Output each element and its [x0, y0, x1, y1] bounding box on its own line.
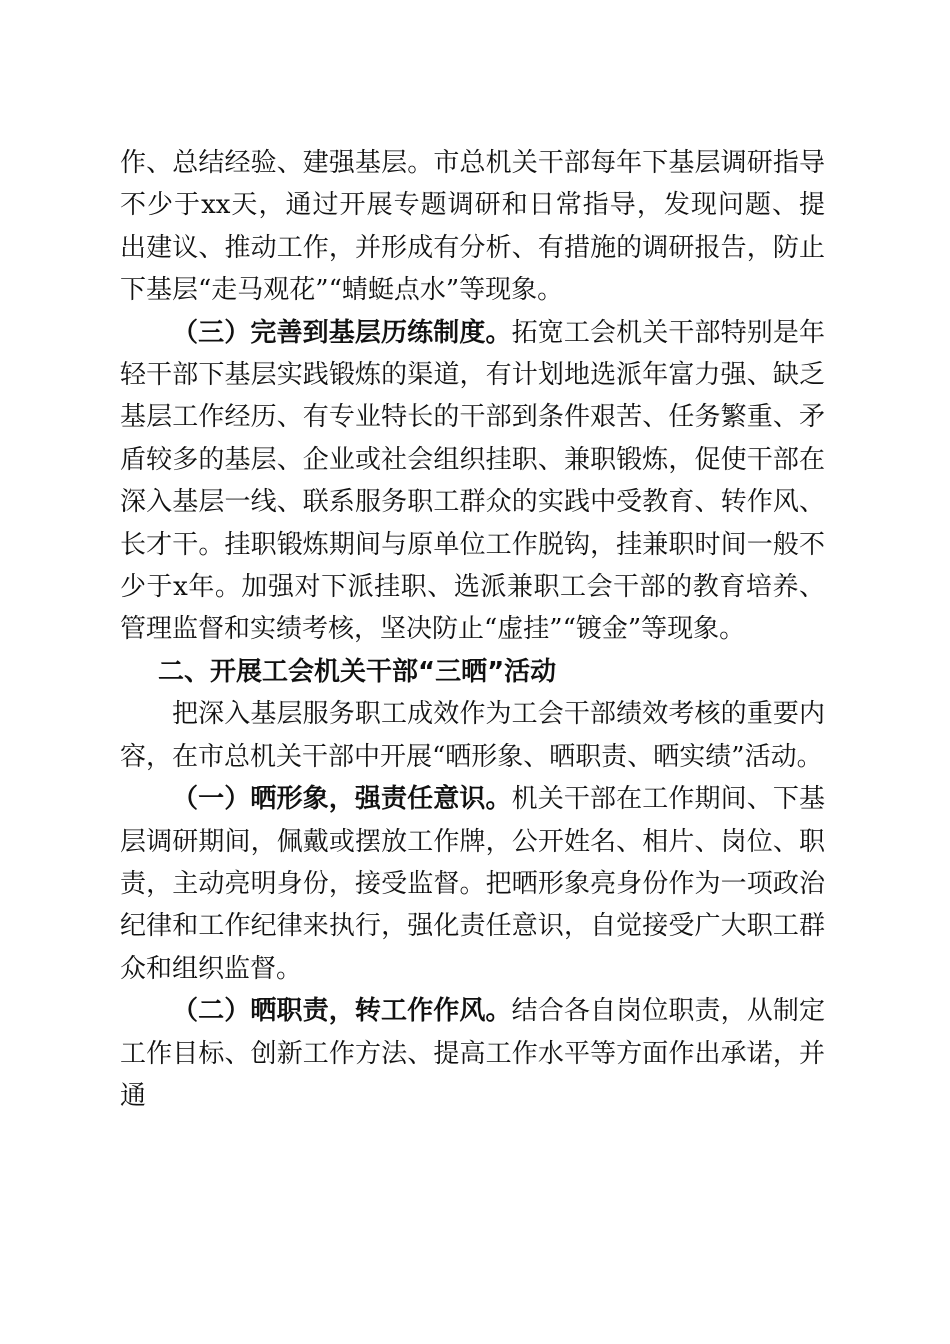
paragraph-three-shows-intro [120, 693, 825, 778]
paragraph-text: 把深入基层服务职工成效作为工会干部绩效考核的重要内容，在市总机关干部中开展“晒形象、晒职责、晒实绩”活动。 [120, 699, 825, 772]
paragraph-research-guidance [120, 142, 825, 312]
paragraph-text: 拓宽工会机关干部特别是年轻干部下基层实践锻炼的渠道，有计划地选派年富力强、缺乏基层工作经历、有专业特长的干部到条件艰苦、任务繁重、矛盾较多的基层、企业或社会组织挂职、兼职锻炼，促使干部在深入基层一线、联系服务职工群众的实践中受教育、转作风、长才干。挂职锻炼期间与原单位工作脱钩，挂兼职时间一般不少于x年。加强对下派挂职、选派兼职工会干部的教育培养、管理监督和实绩考核，坚决防止“虚挂”“镀金”等现象。 [120, 317, 825, 645]
paragraph-show-image [120, 778, 825, 990]
paragraph-text: 机关干部在工作期间、下基层调研期间，佩戴或摆放工作牌，公开姓名、相片、岗位、职责，主动亮明身份，接受监督。把晒形象亮身份作为一项政治纪律和工作纪律来执行，强化责任意识，自觉接受广大职工群众和组织监督。 [120, 784, 825, 984]
section-heading-two: 二、开展工会机关干部“三晒”活动 [158, 656, 557, 687]
paragraph-grassroots-training [120, 312, 825, 651]
paragraph-show-duties [120, 990, 825, 1117]
paragraph-text: 结合各自岗位职责，从制定工作目标、创新工作方法、提高工作水平等方面作出承诺，并通 [120, 996, 825, 1111]
document-page [120, 142, 825, 1117]
paragraph-text: 作、总结经验、建强基层。市总机关干部每年下基层调研指导不少于xx天，通过开展专题调研和日常指导，发现问题、提出建议、推动工作，并形成有分析、有措施的调研报告，防止下基层“走马观花”“蜻蜓点水”等现象。 [120, 148, 825, 306]
paragraph-lead: （一）晒形象，强责任意识。 [172, 784, 512, 815]
paragraph-lead: （二）晒职责，转工作作风。 [172, 996, 512, 1027]
paragraph-lead: （三）完善到基层历练制度。 [172, 317, 512, 348]
